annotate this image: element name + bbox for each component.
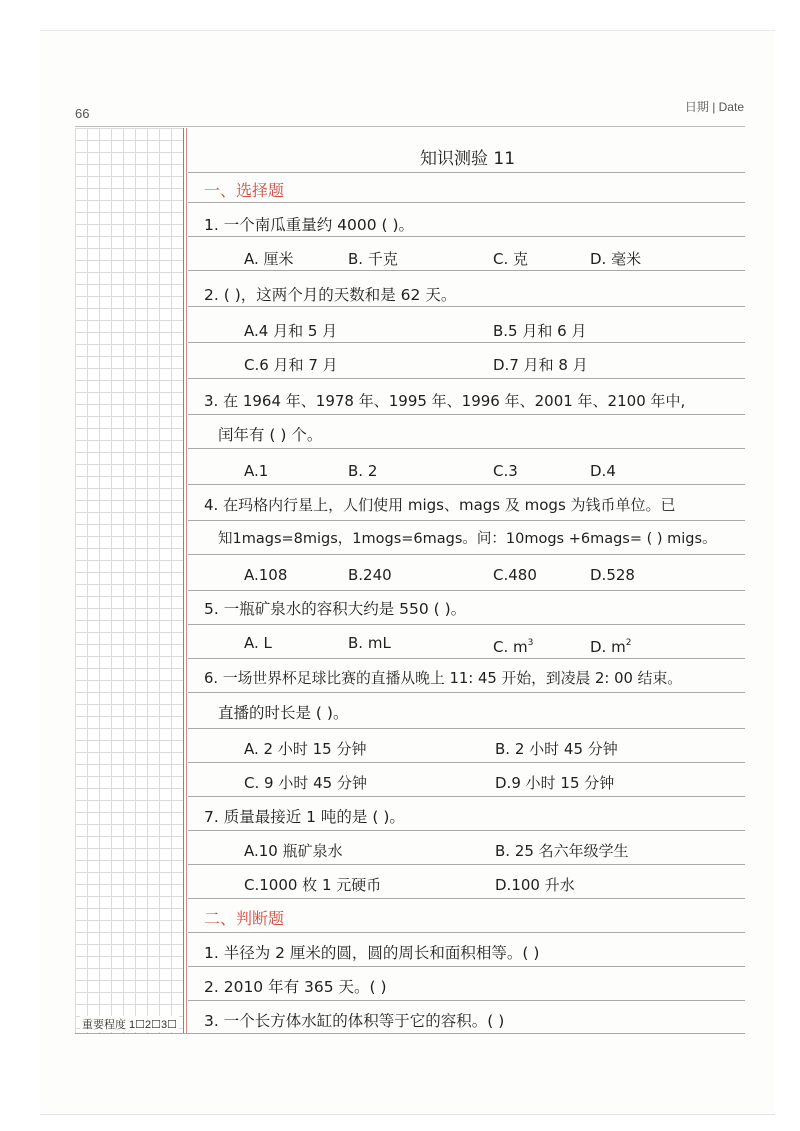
question-1: 1. 一个南瓜重量约 4000 ( )。	[204, 216, 415, 234]
ruled-line	[188, 966, 745, 967]
question-3-line-2: 闰年有 ( ) 个。	[218, 426, 323, 444]
ruled-line	[188, 342, 745, 343]
q2-option-d: D.7 月和 8 月	[493, 356, 588, 374]
q5-option-c-base: C. m	[493, 638, 528, 656]
q5-option-b: B. mL	[348, 634, 391, 652]
question-6-line-2: 直播的时长是 ( )。	[218, 704, 349, 722]
ruled-line	[188, 762, 745, 763]
ruled-line	[188, 692, 745, 693]
q2-option-a: A.4 月和 5 月	[244, 322, 338, 340]
ruled-line	[188, 796, 745, 797]
ruled-line	[188, 448, 745, 449]
page-number: 66	[75, 106, 90, 121]
question-4-line-1: 4. 在玛格内行星上，人们使用 migs、mags 及 mogs 为钱币单位。已	[204, 496, 676, 514]
q2-option-b: B.5 月和 6 月	[493, 322, 587, 340]
q4-option-a: A.108	[244, 566, 288, 584]
ruled-line	[188, 898, 745, 899]
ruled-line	[188, 306, 745, 307]
ruled-line	[188, 236, 745, 237]
ruled-line	[188, 378, 745, 379]
q3-option-a: A.1	[244, 462, 269, 480]
ruled-line	[188, 830, 745, 831]
q5-option-a: A. L	[244, 634, 272, 652]
judgement-3: 3. 一个长方体水缸的体积等于它的容积。( )	[204, 1012, 505, 1030]
q5-option-c-exponent: 3	[527, 638, 534, 648]
ruled-line	[188, 590, 745, 591]
ruled-line	[188, 624, 745, 625]
ruled-line	[188, 172, 745, 173]
q7-option-b: B. 25 名六年级学生	[495, 842, 629, 860]
ruled-line	[188, 1000, 745, 1001]
date-label: 日期 | Date	[684, 100, 744, 114]
ruled-line	[188, 728, 745, 729]
q4-option-d: D.528	[590, 566, 635, 584]
ruled-line	[188, 484, 745, 485]
ruled-line	[188, 932, 745, 933]
margin-line	[186, 128, 187, 1033]
ruled-line	[188, 520, 745, 521]
question-3-line-1: 3. 在 1964 年、1978 年、1995 年、1996 年、2001 年、2100 年中,	[204, 392, 686, 410]
q4-option-b: B.240	[348, 566, 392, 584]
q7-option-d: D.100 升水	[495, 876, 575, 894]
margin-grid	[75, 128, 183, 1033]
q7-option-c: C.1000 枚 1 元硬币	[244, 876, 382, 894]
ruled-line	[188, 414, 745, 415]
judgement-1: 1. 半径为 2 厘米的圆，圆的周长和面积相等。( )	[204, 944, 540, 962]
ruled-line	[188, 658, 745, 659]
ruled-line	[188, 864, 745, 865]
q7-option-a: A.10 瓶矿泉水	[244, 842, 343, 860]
section-heading-judge: 二、判断题	[204, 909, 285, 928]
q6-option-b: B. 2 小时 45 分钟	[495, 740, 618, 758]
question-2: 2. ( )，这两个月的天数和是 62 天。	[204, 286, 457, 304]
q1-option-c: C. 克	[493, 250, 529, 268]
q1-option-a: A. 厘米	[244, 250, 294, 268]
header-rule	[75, 126, 745, 127]
q1-option-b: B. 千克	[348, 250, 398, 268]
q5-option-d-exponent: 2	[625, 638, 632, 648]
q4-option-c: C.480	[493, 566, 537, 584]
question-7: 7. 质量最接近 1 吨的是 ( )。	[204, 808, 405, 826]
margin-line	[183, 128, 184, 1033]
question-6-line-1: 6. 一场世界杯足球比赛的直播从晚上 11: 45 开始，到凌晨 2: 00 结束。	[204, 670, 683, 687]
q3-option-d: D.4	[590, 462, 616, 480]
q5-option-d	[590, 632, 631, 658]
ruled-line	[188, 554, 745, 555]
q5-option-d-base: D. m	[590, 638, 626, 656]
q5-option-c	[493, 632, 533, 658]
q6-option-d: D.9 小时 15 分钟	[495, 774, 615, 792]
q6-option-c: C. 9 小时 45 分钟	[244, 774, 367, 792]
question-5: 5. 一瓶矿泉水的容积大约是 550 ( )。	[204, 600, 467, 618]
q1-option-d: D. 毫米	[590, 250, 642, 268]
q3-option-b: B. 2	[348, 462, 378, 480]
q6-option-a: A. 2 小时 15 分钟	[244, 740, 367, 758]
question-4-line-2: 知1mags=8migs，1mogs=6mags。问：10mogs +6mags= ( ) migs。	[218, 531, 717, 547]
ruled-line	[188, 270, 745, 271]
ruled-line	[188, 202, 745, 203]
q3-option-c: C.3	[493, 462, 518, 480]
page-title: 知识测验 11	[420, 149, 516, 169]
section-heading-choice: 一、选择题	[204, 181, 285, 200]
q2-option-c: C.6 月和 7 月	[244, 356, 338, 374]
bottom-rule	[75, 1033, 745, 1034]
importance-rating: 重要程度 1☐2☐3☐	[80, 1016, 179, 1032]
judgement-2: 2. 2010 年有 365 天。( )	[204, 978, 387, 996]
